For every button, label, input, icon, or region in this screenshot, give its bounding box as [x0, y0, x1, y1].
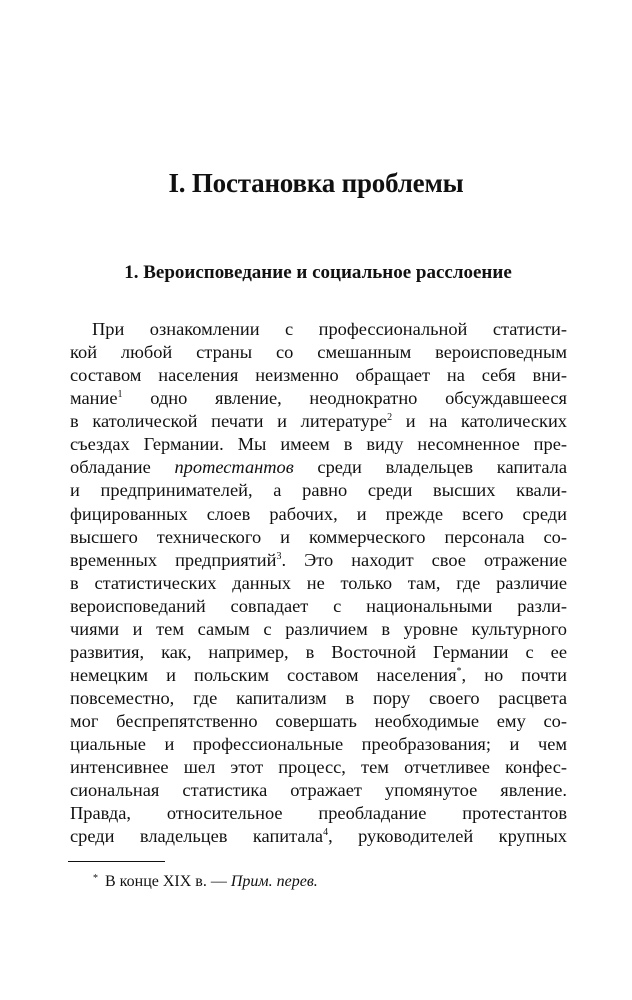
footnote-reference[interactable]: 3: [276, 550, 282, 562]
text-segment: . Это находит свое отражение: [281, 549, 567, 570]
text-segment: вероисповеданий совпадает с национальными разли-: [70, 595, 567, 616]
text-line: [70, 733, 567, 756]
text-line: [70, 387, 567, 410]
text-segment: , но почти: [461, 664, 567, 685]
text-segment: в католической печати и литературе: [70, 411, 388, 432]
text-line: [70, 618, 567, 641]
text-segment: мог беспрепятственно совершать необходимые ему со-: [70, 711, 567, 732]
text-segment: интенсивнее шел этот процесс, тем отчетливее конфес-: [70, 757, 567, 778]
text-segment: кой любой страны со смешанным вероисповедным: [70, 342, 567, 363]
text-line: [70, 456, 567, 479]
text-segment: При ознакомлении с профессиональной статисти-: [92, 319, 567, 339]
text-line: [70, 687, 567, 710]
text-segment: фицированных слоев рабочих, и прежде всего среди: [70, 503, 567, 524]
text-line: [70, 664, 567, 687]
text-segment: в статистических данных не только там, где различие: [70, 572, 567, 593]
text-segment: среди владельцев капитала: [293, 457, 567, 478]
text-segment: и на католических: [392, 411, 567, 432]
text-segment: обладание: [70, 457, 175, 478]
text-line: [70, 710, 567, 733]
section-title: 1. Вероисповедание и социальное расслоение: [124, 262, 512, 283]
text-segment: составом населения неизменно обращает на себя вни-: [70, 365, 567, 386]
chapter-title: I. Постановка проблемы: [168, 168, 464, 198]
footnote-reference[interactable]: 4: [323, 827, 329, 839]
text-segment: чиями и тем самым с различием в уровне культурного: [70, 618, 567, 639]
text-segment: одно явление, неоднократно обсуждавшееся: [122, 388, 567, 409]
text-line: [70, 318, 567, 341]
text-segment: Правда, относительное преобладание протестантов: [70, 803, 567, 824]
text-line: [70, 549, 567, 572]
footnote-divider: [68, 861, 165, 862]
text-line: [70, 364, 567, 387]
text-segment: протестантов: [174, 457, 294, 478]
text-line: [70, 526, 567, 549]
footnote-reference[interactable]: 1: [117, 389, 123, 401]
text-line: [70, 641, 567, 664]
text-line: [70, 433, 567, 456]
text-line: [70, 410, 567, 433]
text-segment: развития, как, например, в Восточной Германии с ее: [70, 641, 567, 662]
text-segment: мание: [70, 388, 118, 409]
footnote-reference[interactable]: 2: [387, 412, 393, 424]
body-paragraph: [70, 318, 567, 848]
text-segment: повсеместно, где капитализм в пору своего расцвета: [70, 688, 567, 708]
text-segment: высшего технического и коммерческого персонала со-: [70, 526, 567, 547]
footnote-reference[interactable]: *: [456, 665, 462, 677]
text-segment: среди владельцев капитала: [70, 826, 324, 847]
text-line: [70, 595, 567, 618]
text-line: [70, 572, 567, 595]
footnote-mark: *: [93, 873, 98, 884]
text-line: [70, 479, 567, 502]
text-segment: и предпринимателей, а равно среди высших квали-: [70, 480, 567, 501]
text-segment: циальные и профессиональные преобразования; и чем: [70, 734, 567, 755]
text-line: [70, 756, 567, 779]
text-segment: съездах Германии. Мы имеем в виду несомненное пре-: [70, 434, 567, 455]
footnote-note: Прим. перев.: [230, 873, 318, 890]
text-segment: сиональная статистика отражает упомянутое явление.: [70, 780, 567, 801]
text-line: [70, 503, 567, 526]
text-segment: немецким и польским составом населения: [70, 664, 457, 685]
footnote-text: В конце XIX в. —: [101, 873, 231, 890]
text-line: [70, 779, 567, 802]
text-line: [70, 825, 567, 848]
text-segment: временных предприятий: [70, 549, 277, 570]
text-segment: , руководителей крупных: [328, 826, 567, 847]
text-line: [70, 802, 567, 825]
text-line: [70, 341, 567, 364]
footnote: [93, 872, 318, 892]
